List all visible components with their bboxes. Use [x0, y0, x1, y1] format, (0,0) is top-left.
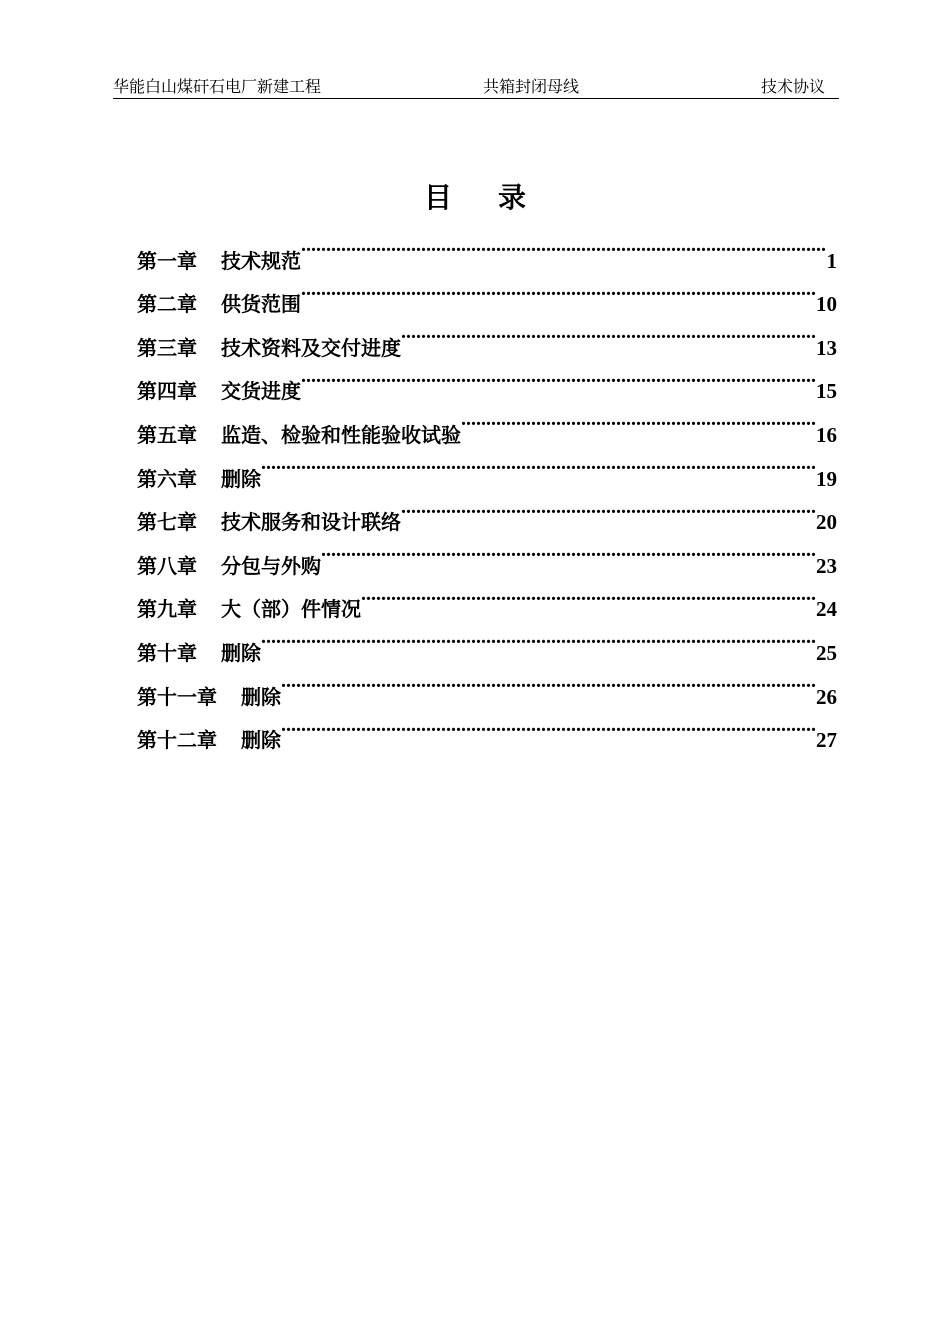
toc-chapter-title: 交货进度 — [221, 379, 301, 404]
toc-chapter-title: 技术规范 — [221, 248, 301, 273]
toc-leader-dots — [301, 355, 816, 399]
toc-chapter-number: 第十章 — [137, 640, 197, 665]
toc-chapter-title: 分包与外购 — [221, 553, 321, 578]
table-of-contents — [137, 224, 837, 753]
toc-leader-dots — [401, 486, 816, 530]
toc-page-number: 25 — [816, 640, 837, 665]
toc-page-number: 20 — [816, 510, 837, 535]
toc-chapter-number: 第三章 — [137, 335, 197, 360]
toc-chapter-title: 技术服务和设计联络 — [221, 510, 401, 535]
page-header — [113, 76, 839, 99]
toc-leader-dots — [461, 398, 816, 442]
toc-title: 目录 — [423, 181, 572, 214]
toc-page-number: 19 — [816, 466, 837, 491]
toc-page-number: 26 — [816, 684, 837, 709]
toc-chapter-number: 第五章 — [137, 422, 197, 447]
toc-page-number: 24 — [816, 597, 837, 622]
toc-page-number: 27 — [816, 728, 837, 753]
toc-chapter-title: 大（部）件情况 — [221, 597, 361, 622]
toc-chapter-title: 删除 — [221, 640, 261, 665]
toc-leader-dots — [401, 311, 816, 355]
toc-chapter-title: 删除 — [241, 684, 281, 709]
toc-leader-dots — [281, 660, 816, 704]
toc-chapter-number: 第七章 — [137, 510, 197, 535]
toc-chapter-number: 第四章 — [137, 379, 197, 404]
header-document-type: 技术协议 — [760, 77, 825, 96]
toc-chapter-title: 技术资料及交付进度 — [221, 335, 401, 360]
toc-chapter-number: 第九章 — [137, 597, 197, 622]
toc-chapter-number: 第十一章 — [137, 684, 217, 709]
toc-page-number: 1 — [826, 248, 837, 273]
toc-entry-1[interactable] — [137, 224, 837, 273]
toc-chapter-number: 第八章 — [137, 553, 197, 578]
toc-chapter-number: 第二章 — [137, 292, 197, 317]
toc-page-number: 15 — [816, 379, 837, 404]
header-document-subject: 共箱封闭母线 — [483, 77, 580, 96]
toc-chapter-number: 第一章 — [137, 248, 197, 273]
toc-leader-dots — [261, 442, 816, 486]
toc-leader-dots — [321, 529, 816, 573]
toc-leader-dots — [301, 268, 816, 312]
toc-leader-dots — [361, 573, 816, 617]
toc-chapter-number: 第十二章 — [137, 728, 217, 753]
toc-page-number: 13 — [816, 335, 837, 360]
toc-chapter-title: 监造、检验和性能验收试验 — [221, 422, 461, 447]
toc-leader-dots — [261, 616, 816, 660]
toc-chapter-title: 删除 — [241, 728, 281, 753]
toc-page-number: 16 — [816, 422, 837, 447]
toc-chapter-number: 第六章 — [137, 466, 197, 491]
toc-chapter-title: 供货范围 — [221, 292, 301, 317]
toc-page-number: 10 — [816, 292, 837, 317]
toc-chapter-title: 删除 — [221, 466, 261, 491]
toc-page-number: 23 — [816, 553, 837, 578]
toc-leader-dots — [281, 704, 816, 748]
toc-leader-dots — [301, 224, 827, 268]
header-project-name: 华能白山煤矸石电厂新建工程 — [113, 77, 322, 96]
